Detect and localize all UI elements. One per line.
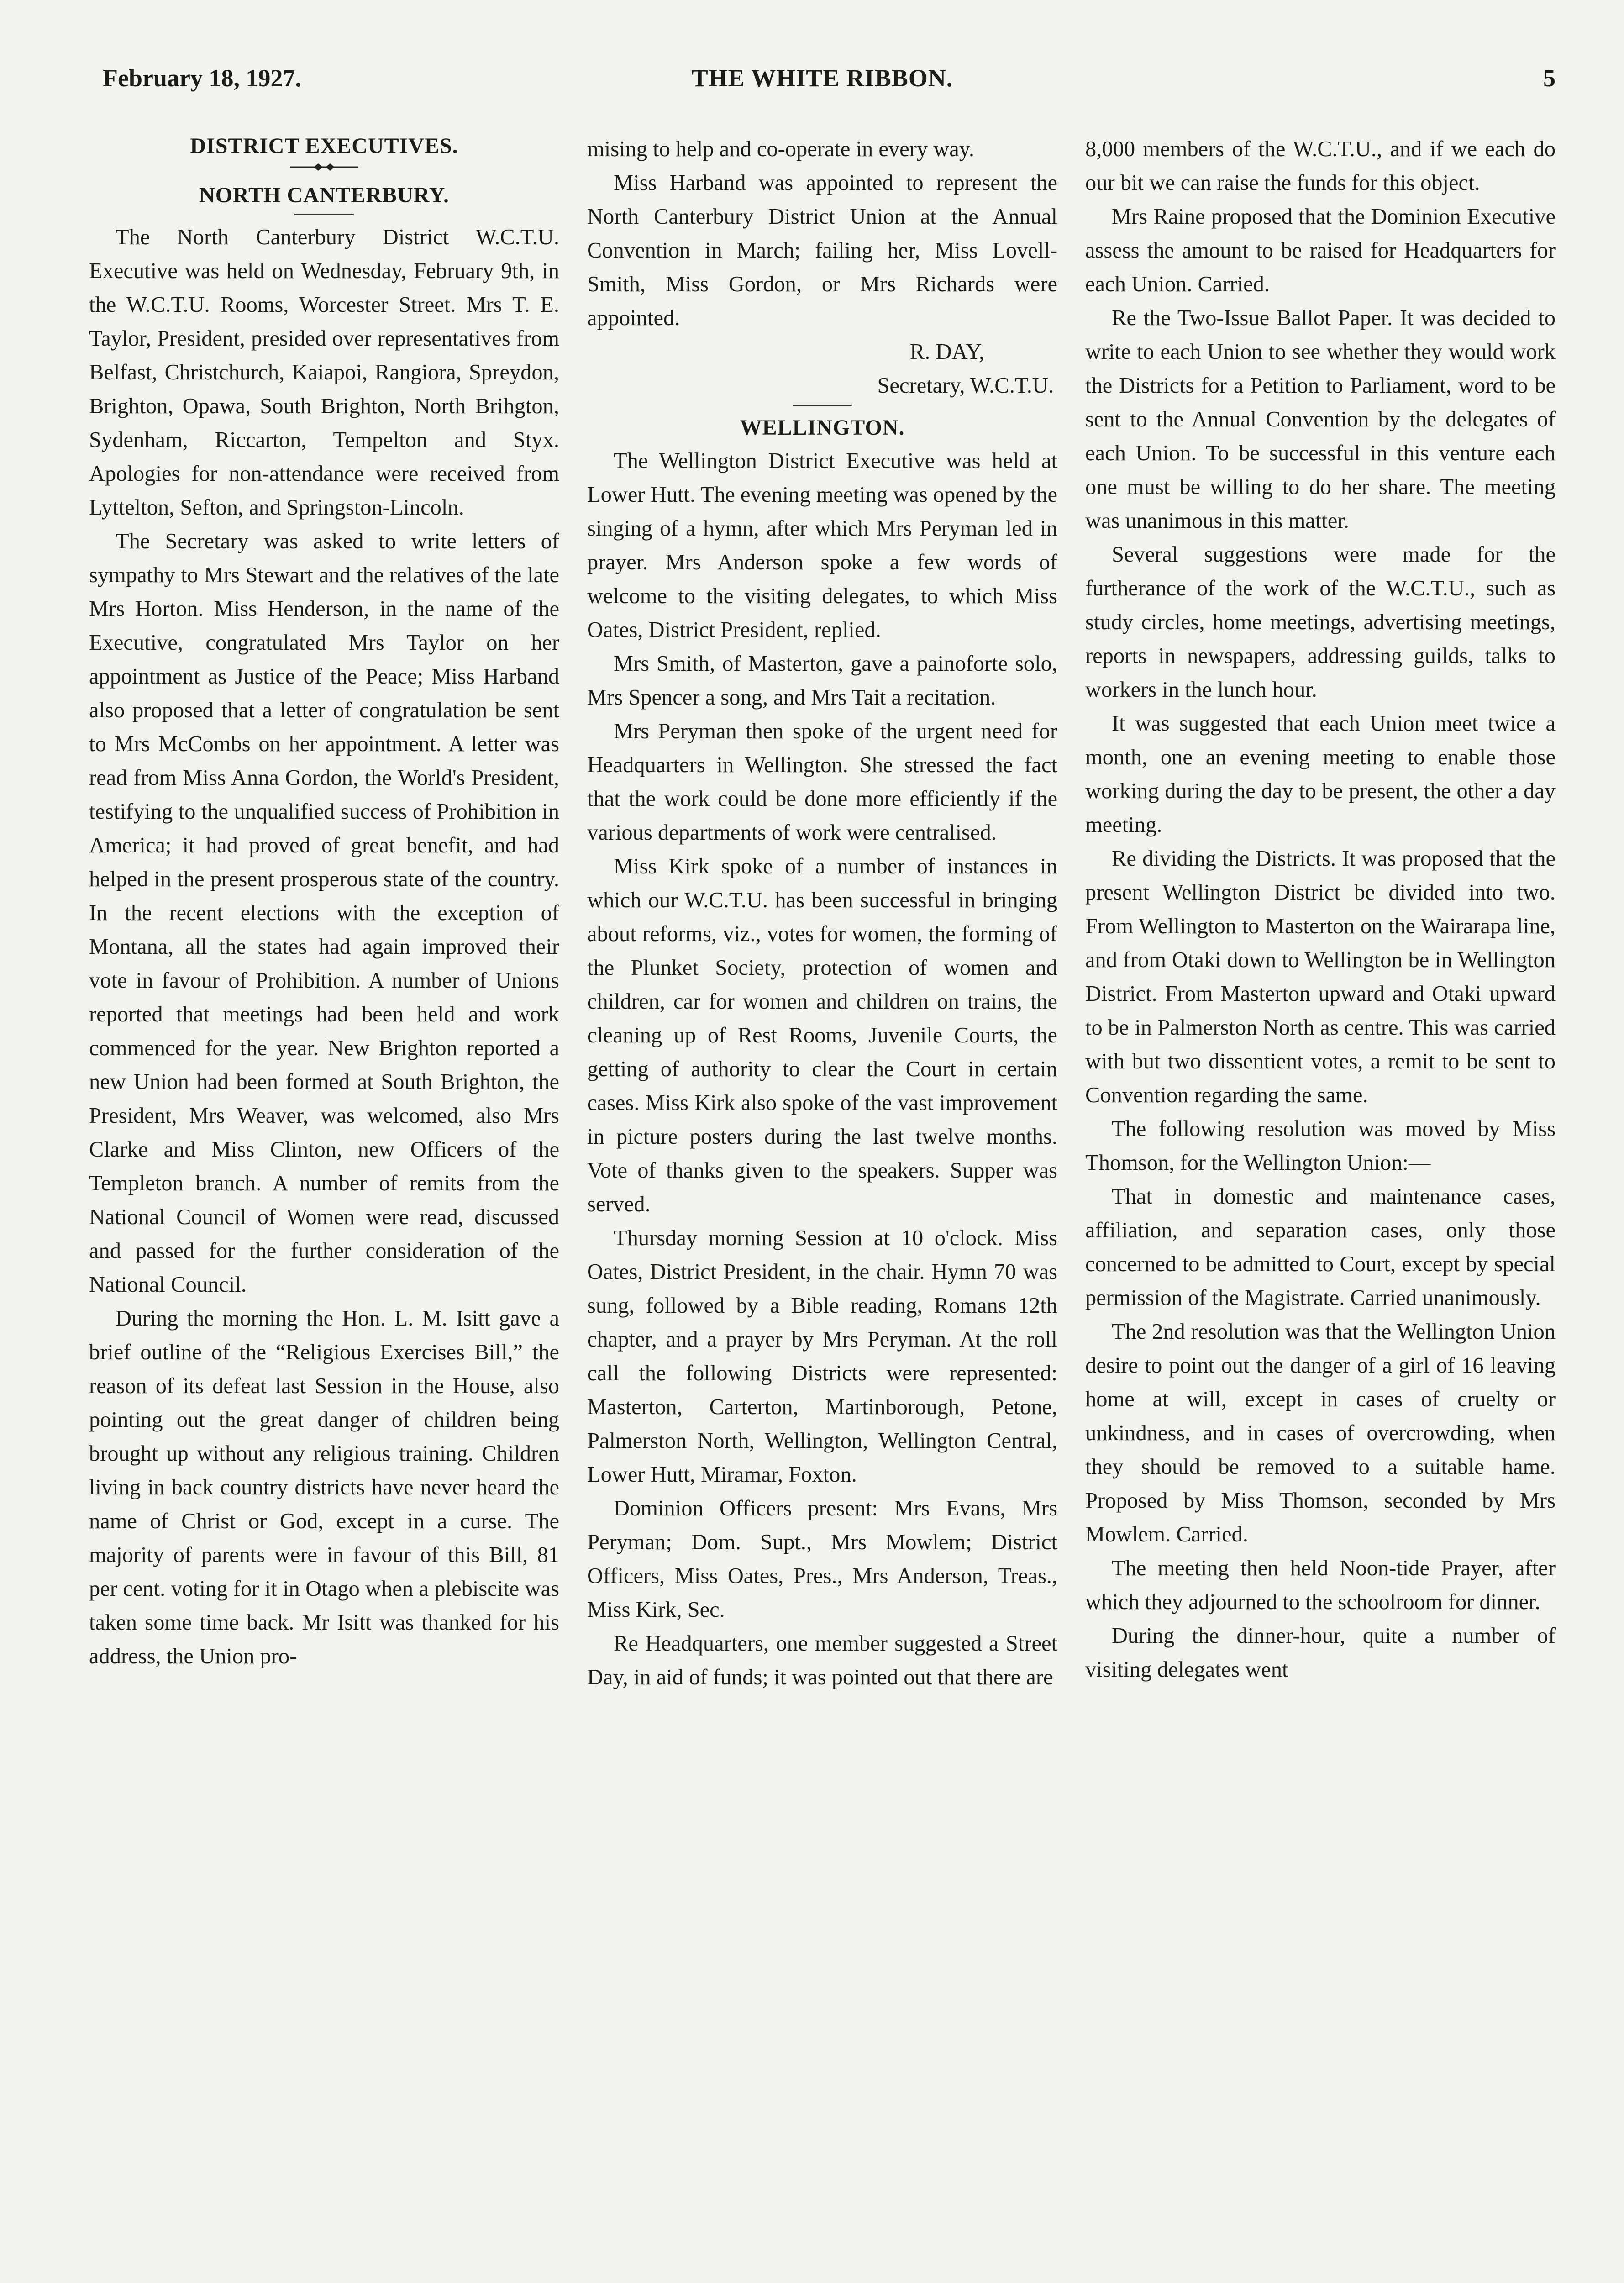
signature-title: Secretary, W.C.T.U. [877,373,1054,398]
section-title: DISTRICT EXECUTIVES. [190,134,458,158]
wellington-heading: WELLINGTON. [740,416,905,440]
page-number: 5 [1543,64,1556,92]
paragraph: The meeting then held Noon-tide Prayer, after which they adjourned to the schoolroom for dinner. [1085,1556,1556,1614]
signature-name: R. DAY, [909,340,984,364]
paragraph-continuation: 8,000 members of the W.C.T.U., and if we each do our bit we can raise the funds for this object. [1085,137,1556,195]
short-rule [89,214,559,215]
issue-date: February 18, 1927. [103,64,301,92]
paragraph: Thursday morning Session at 10 o'clock. Miss Oates, District President, in the chair. Hymn 70 was sung, followed by a Bible reading, Romans 12th chapter, and a prayer by Mrs Peryman. At the roll call the following Districts were represented: Masterton, Carterton, Martinborough, Petone, Palmerston North, Wellington, Wellington Central, Lower Hutt, Miramar, Foxton. [587,1226,1057,1487]
paragraph: Re Headquarters, one member suggested a Street Day, in aid of funds; it was pointed out that there are [587,1631,1057,1689]
paragraph: Re the Two-Issue Ballot Paper. It was decided to write to each Union to see whether they would work the Districts for a Petition to Parliament, word to be sent to the Annual Convention by the delegates of each Union. To be successful in this venture each one must be willing to do her share. The meeting was unanimous in this matter. [1085,306,1556,533]
paragraph: During the morning the Hon. L. M. Isitt gave a brief outline of the “Religious Exercises Bill,” the reason of its defeat last Session in the House, also pointing out the great danger of children being brought up without any religious training. Children living in back country districts have never heard the name of Christ or God, except in a curse. The majority of parents were in favour of this Bill, 81 per cent. voting for it in Otago when a plebiscite was taken some time back. Mr Isitt was thanked for his address, the Union pro- [89,1306,559,1668]
paragraph: Miss Harband was appointed to represent the North Canterbury District Union at the Annual Convention in March; failing her, Miss Lovell-Smith, Miss Gordon, or Mrs Richards were appointed. [587,171,1057,330]
paragraph: The Wellington District Executive was held at Lower Hutt. The evening meeting was opened by the singing of a hymn, after which Mrs Peryman led in prayer. Mrs Anderson spoke a few words of welcome to the visiting delegates, to which Miss Oates, District President, replied. [587,449,1057,642]
column-3 [1085,132,1556,1694]
north-canterbury-heading: NORTH CANTERBURY. [199,183,449,207]
paragraph: The 2nd resolution was that the Wellington Union desire to point out the danger of a girl of 16 leaving home at will, except in cases of cruelty or unkindness, and in cases of overcrowding, when they should be removed to a suitable hame. Proposed by Miss Thomson, seconded by Mrs Mowlem. Carried. [1085,1320,1556,1547]
publication-title: THE WHITE RIBBON. [691,64,953,92]
column-1 [89,132,559,1694]
ornament-divider [89,160,559,174]
paragraph: Miss Kirk spoke of a number of instances in which our W.C.T.U. has been successful in bringing about reforms, viz., votes for women, the forming of the Plunket Society, protection of women and children, car for women and children on trains, the cleaning up of Rest Rooms, Juvenile Courts, the getting of authority to clear the Court in certain cases. Miss Kirk also spoke of the vast improvement in picture posters during the last twelve months. Vote of thanks given to the speakers. Supper was served. [587,854,1057,1216]
paragraph: The Secretary was asked to write letters of sympathy to Mrs Stewart and the relatives of the late Mrs Horton. Miss Henderson, in the name of the Executive, congratulated Mrs Taylor on her appointment as Justice of the Peace; Miss Harband also proposed that a letter of congratulation be sent to Mrs McCombs on her appointment. A letter was read from Miss Anna Gordon, the World's President, testifying to the unqualified success of Prohibition in America; it had proved of great benefit, and had helped in the present prosperous state of the country. In the recent elections with the exception of Montana, all the states had again improved their vote in favour of Prohibition. A number of Unions reported that meetings had been held and work commenced for the year. New Brighton reported a new Union had been formed at South Brighton, the President, Mrs Weaver, was welcomed, also Mrs Clarke and Miss Clinton, new Officers of the Templeton branch. A number of remits from the National Council of Women were read, discussed and passed for the further consideration of the National Council. [89,529,559,1297]
paragraph: It was suggested that each Union meet twice a month, one an evening meeting to enable those working during the day to be present, the other a day meeting. [1085,711,1556,837]
paragraph: Dominion Officers present: Mrs Evans, Mrs Peryman; Dom. Supt., Mrs Mowlem; District Officers, Miss Oates, Pres., Mrs Anderson, Treas., Miss Kirk, Sec. [587,1496,1057,1622]
paragraph: Re dividing the Districts. It was proposed that the present Wellington District be divided into two. From Wellington to Masterton on the Wairarapa line, and from Otaki down to Wellington be in Wellington District. From Masterton upward and Otaki upward to be in Palmerston North as centre. This was carried with but two dissentient votes, a remit to be sent to Convention regarding the same. [1085,847,1556,1107]
article-columns [89,132,1556,1694]
paragraph: The North Canterbury District W.C.T.U. Executive was held on Wednesday, February 9th, in the W.C.T.U. Rooms, Worcester Street. Mrs T. E. Taylor, President, presided over representatives from Belfast, Christchurch, Kaiapoi, Rangiora, Spreydon, Brighton, Opawa, South Brighton, North Brihgton, Sydenham, Riccarton, Tempelton and Styx. Apologies for non-attendance were received from Lyttelton, Sefton, and Springston-Lincoln. [89,225,559,520]
short-rule [587,405,1057,406]
paragraph: During the dinner-hour, quite a number of visiting delegates went [1085,1624,1556,1682]
paragraph: Several suggestions were made for the furtherance of the work of the W.C.T.U., such as study circles, home meetings, advertising meetings, reports in newspapers, addressing guilds, talks to workers in the lunch hour. [1085,542,1556,702]
paragraph: That in domestic and maintenance cases, affiliation, and separation cases, only those concerned to be admitted to Court, except by special permission of the Magistrate. Carried unanimously. [1085,1184,1556,1310]
paragraph-continuation: mising to help and co-operate in every way. [587,137,975,161]
paragraph: Mrs Smith, of Masterton, gave a painoforte solo, Mrs Spencer a song, and Mrs Tait a recitation. [587,652,1057,710]
paragraph: Mrs Raine proposed that the Dominion Executive assess the amount to be raised for Headquarters for each Union. Carried. [1085,205,1556,296]
column-2 [587,132,1057,1694]
paragraph: Mrs Peryman then spoke of the urgent need for Headquarters in Wellington. She stressed the fact that the work could be done more efficiently if the various departments of work were centralised. [587,719,1057,845]
ornament-icon [290,162,358,173]
page-header [89,64,1556,105]
paragraph: The following resolution was moved by Miss Thomson, for the Wellington Union:— [1085,1117,1556,1175]
